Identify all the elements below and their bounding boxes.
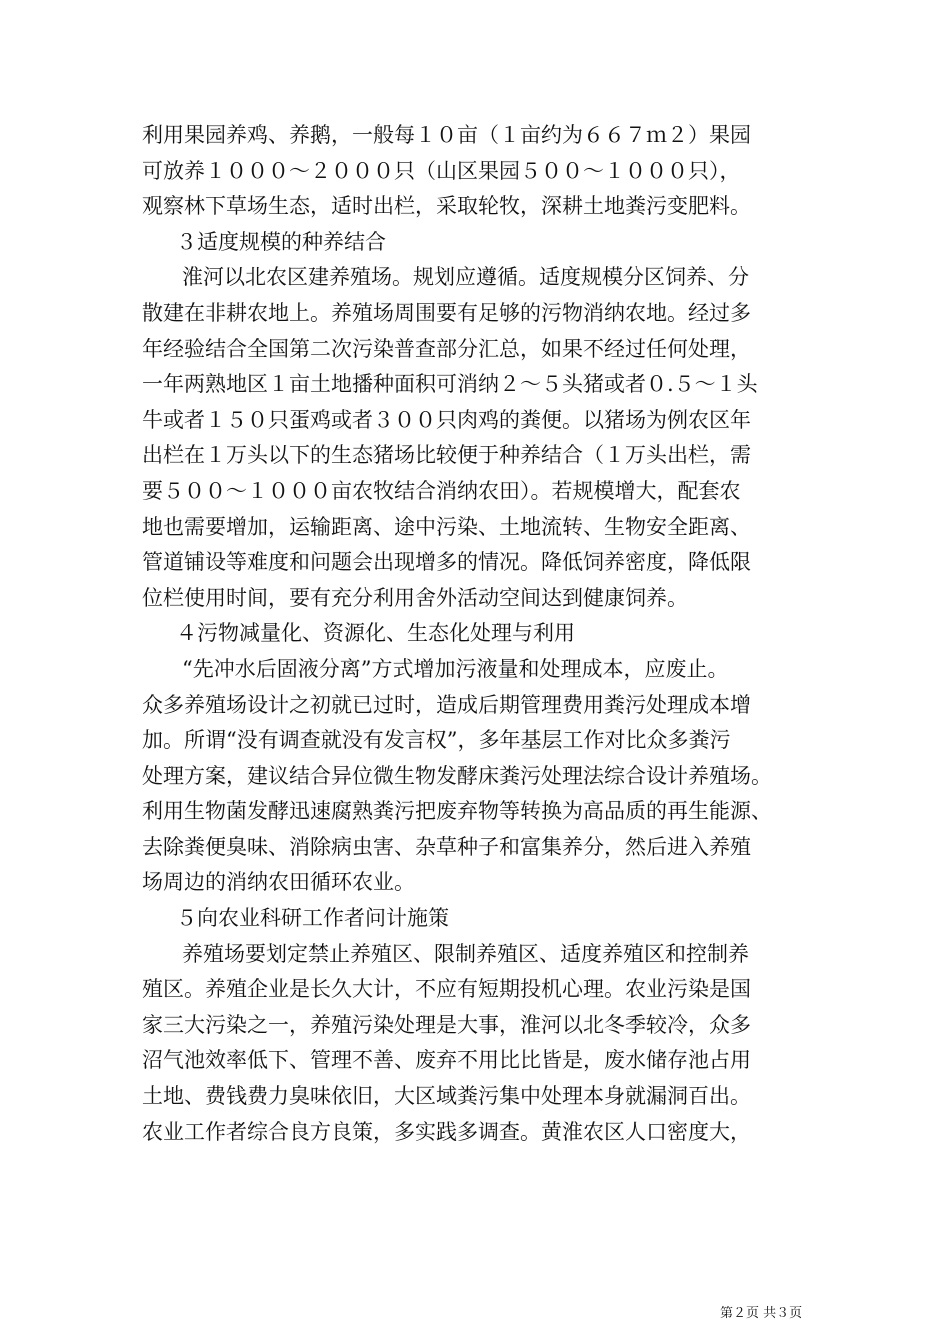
text-line: 管道铺设等难度和问题会出现增多的情况。降低饲养密度，降低限 — [142, 550, 751, 575]
section-heading-4: ４污物减量化、资源化、生态化处理与利用 — [176, 621, 575, 646]
paragraph-waste-treatment — [142, 652, 822, 901]
text-line: 殖区。养殖企业是长久大计，不应有短期投机心理。农业污染是国 — [142, 977, 751, 1002]
text-line: “先冲水后固液分离”方式增加污液量和处理成本，应废止。 — [182, 656, 729, 681]
paragraph-research-advice — [142, 937, 822, 1151]
text-line: 出栏在１万头以下的生态猪场比较便于种养结合（１万头出栏，需 — [142, 443, 751, 468]
text-line: 地也需要增加，运输距离、途中污染、土地流转、生物安全距离、 — [142, 514, 751, 539]
text-line: 沼气池效率低下、管理不善、废弃不用比比皆是，废水储存池占用 — [142, 1048, 751, 1073]
text-line: 利用生物菌发酵迅速腐熟粪污把废弃物等转换为高品质的再生能源、 — [142, 799, 772, 824]
text-line: 去除粪便臭味、消除病虫害、杂草种子和富集养分，然后进入养殖 — [142, 834, 751, 859]
document-body — [142, 118, 822, 1150]
text-line: 养殖场要划定禁止养殖区、限制养殖区、适度养殖区和控制养 — [182, 941, 749, 966]
text-line: 家三大污染之一，养殖污染处理是大事，淮河以北冬季较冷，众多 — [142, 1012, 751, 1037]
text-line: 土地、费钱费力臭味依旧，大区域粪污集中处理本身就漏洞百出。 — [142, 1084, 751, 1109]
paragraph-moderate-scale — [142, 260, 822, 616]
text-line: 淮河以北农区建养殖场。规划应遵循。适度规模分区饲养、分 — [182, 265, 749, 290]
text-line: 加。所谓“没有调查就没有发言权”，多年基层工作对比众多粪污 — [142, 728, 731, 753]
text-line: 牛或者１５０只蛋鸡或者３００只肉鸡的粪便。以猪场为例农区年 — [142, 407, 751, 432]
text-line: 农业工作者综合良方良策，多实践多调查。黄淮农区人口密度大， — [142, 1119, 751, 1144]
text-line: 位栏使用时间，要有充分利用舍外活动空间达到健康饲养。 — [142, 585, 688, 610]
text-line: 散建在非耕农地上。养殖场周围要有足够的污物消纳农地。经过多 — [142, 300, 751, 325]
text-line: 可放养１０００～２０００只（山区果园５００～１０００只）， — [142, 158, 741, 183]
text-line: 众多养殖场设计之初就已过时，造成后期管理费用粪污处理成本增 — [142, 692, 751, 717]
text-line: 场周边的消纳农田循环农业。 — [142, 870, 415, 895]
text-line: 处理方案，建议结合异位微生物发酵床粪污处理法综合设计养殖场。 — [142, 763, 772, 788]
page-number-footer: 第２页 共３页 — [720, 1306, 803, 1321]
text-line: 年经验结合全国第二次污染普查部分汇总，如果不经过任何处理， — [142, 336, 751, 361]
section-heading-5: ５向农业科研工作者问计施策 — [176, 906, 449, 931]
text-line: 要５００～１０００亩农牧结合消纳农田）。若规模增大，配套农 — [142, 478, 741, 503]
paragraph-orchard-poultry — [142, 118, 822, 225]
text-line: 一年两熟地区１亩土地播种面积可消纳２～５头猪或者０.５～１头 — [142, 372, 758, 397]
section-heading-3: ３适度规模的种养结合 — [176, 229, 386, 254]
text-line: 利用果园养鸡、养鹅，一般每１０亩（１亩约为６６７ｍ２）果园 — [142, 123, 751, 147]
text-line: 观察林下草场生态，适时出栏，采取轮牧，深耕土地粪污变肥料。 — [142, 194, 751, 219]
